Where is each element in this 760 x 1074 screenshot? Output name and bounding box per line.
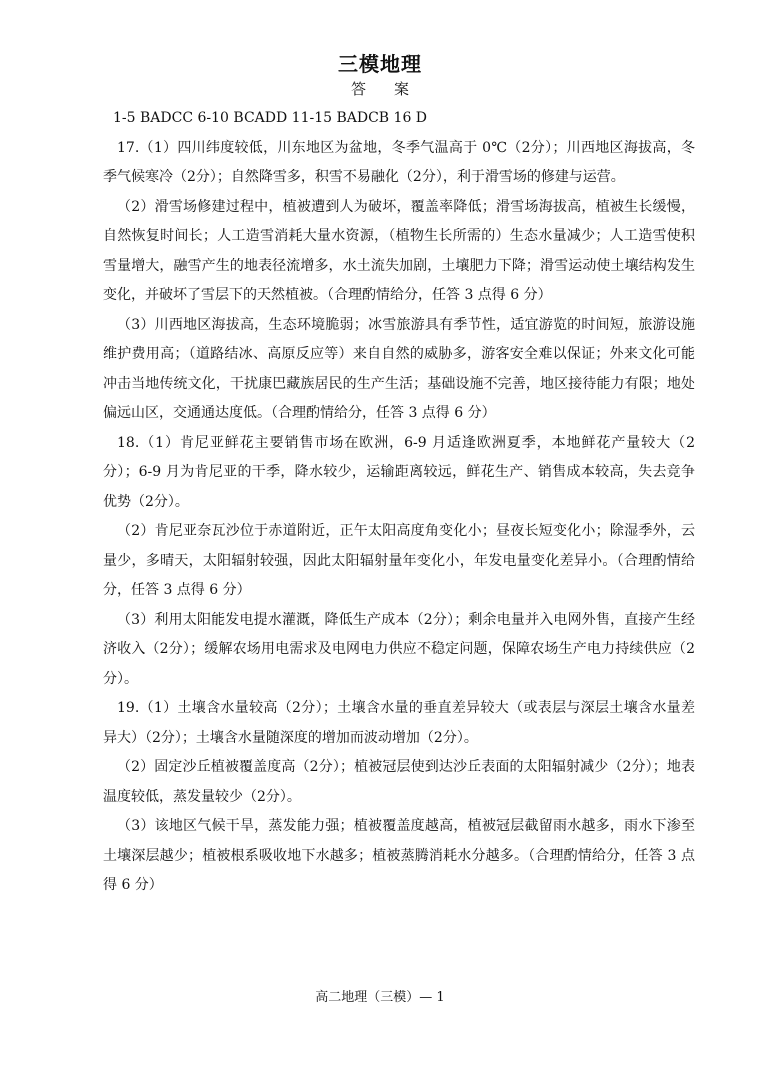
answer-18-2: （2）肯尼亚奈瓦沙位于赤道附近，正午太阳高度角变化小；昼夜长短变化小；除湿季外，云量少，多晴天，太阳辐射较强，因此太阳辐射量年变化小，年发电量变化差异小。（合理酌情给分，任答 3 点得 6 分） xyxy=(103,523,695,598)
answer-17-2: （2）滑雪场修建过程中，植被遭到人为破坏，覆盖率降低；滑雪场海拔高，植被生长缓慢，自然恢复时间长；人工造雪消耗大量水资源，（植物生长所需的）生态水量减少；人工造雪使积雪量增大，融雪产生的地表径流增多，水土流失加剧，土壤肥力下降；滑雪运动使土壤结构发生变化，并破坏了雪层下的天然植被。（合理酌情给分，任答 3 点得 6 分） xyxy=(103,198,695,303)
answer-18-1: 18.（1）肯尼亚鲜花主要销售市场在欧洲，6-9 月适逢欧洲夏季，本地鲜花产量较大（2分）；6-9 月为肯尼亚的干季，降水较少，运输距离较远，鲜花生产、销售成本较高，失去竞争优势（2分）。 xyxy=(103,434,695,510)
answer-17-1: 17.（1）四川纬度较低，川东地区为盆地，冬季气温高于 0℃（2分）；川西地区海拔高，冬季气候寒冷（2分）；自然降雪多，积雪不易融化（2分），利于滑雪场的修建与运营。 xyxy=(103,139,695,185)
page-footer: 高二地理（三模）— 1 xyxy=(315,990,445,1005)
answer-19-1: 19.（1）土壤含水量较高（2分）；土壤含水量的垂直差异较大（或表层与深层土壤含水量差异大）（2分）；土壤含水量随深度的增加而波动增加（2分）。 xyxy=(103,700,695,746)
answer-19-3: （3）该地区气候干旱，蒸发能力强；植被覆盖度越高，植被冠层截留雨水越多，雨水下渗至土壤深层越少；植被根系吸收地下水越多；植被蒸腾消耗水分越多。（合理酌情给分，任答 3 点得 6 分） xyxy=(103,818,695,893)
answer-content xyxy=(103,104,695,901)
answer-18-3: （3）利用太阳能发电提水灌溉，降低生产成本（2分）；剩余电量并入电网外售，直接产生经济收入（2分）；缓解农场用电需求及电网电力供应不稳定问题，保障农场生产电力持续供应（2分）。 xyxy=(103,611,695,687)
answer-19-2: （2）固定沙丘植被覆盖度高（2分）；植被冠层使到达沙丘表面的太阳辐射减少（2分）；地表温度较低，蒸发量较少（2分）。 xyxy=(103,759,695,805)
multiple-choice-answers: 1-5 BADCC 6-10 BCADD 11-15 BADCB 16 D xyxy=(113,110,428,126)
page-subtitle: 答案 xyxy=(350,80,437,98)
answer-17-3: （3）川西地区海拔高，生态环境脆弱；冰雪旅游具有季节性，适宜游览的时间短，旅游设施维护费用高；（道路结冰、高原反应等）来自自然的威胁多，游客安全难以保证；外来文化可能冲击当地传统文化，干扰康巴藏族居民的生产生活；基础设施不完善，地区接待能力有限；地处偏远山区，交通通达度低。（合理酌情给分，任答 3 点得 6 分） xyxy=(103,316,695,421)
page-title: 三模地理 xyxy=(338,52,422,76)
